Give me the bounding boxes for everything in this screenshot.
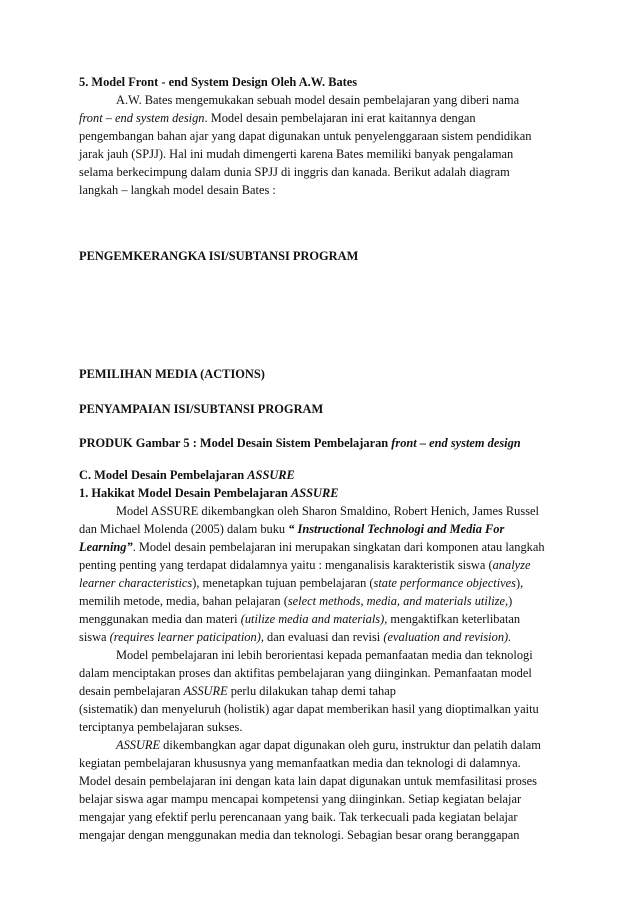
paragraph-line: belajar siswa agar mampu mencapai kompetensi yang diinginkan. Setiap kegiatan belajar bbox=[79, 792, 522, 806]
figure-caption: PRODUK Gambar 5 : Model Desain Sistem Pembelajaran front – end system design bbox=[79, 436, 521, 450]
section-heading: C. Model Desain Pembelajaran ASSURE bbox=[79, 468, 295, 482]
book-title: Learning” bbox=[79, 540, 133, 554]
paragraph-line: desain pembelajaran ASSURE perlu dilakukan tahap demi tahap bbox=[79, 684, 396, 698]
paragraph-line: Model pembelajaran ini lebih berorientasi kepada pemanfaatan media dan teknologi bbox=[116, 648, 533, 662]
paragraph-line: front – end system design. Model desain pembelajaran ini erat kaitannya dengan bbox=[79, 111, 476, 125]
paragraph-line: memilih metode, media, bahan pelajaran (select methods, media, and materials utilize,) bbox=[79, 594, 513, 608]
subsection-heading: 1. Hakikat Model Desain Pembelajaran ASSURE bbox=[79, 486, 339, 500]
paragraph-line: langkah – langkah model desain Bates : bbox=[79, 183, 276, 197]
paragraph-line: Learning”. Model desain pembelajaran ini merupakan singkatan dari komponen atau langkah bbox=[79, 540, 545, 554]
paragraph-line: learner characteristics), menetapkan tujuan pembelajaran (state performance objectives), bbox=[79, 576, 524, 590]
paragraph-line: pengembangan bahan ajar yang dapat digunakan untuk penyelenggaraan sistem pendidikan bbox=[79, 129, 532, 143]
paragraph-line: dalam menciptakan proses dan aktifitas pembelajaran yang diinginkan. Pemanfaatan model bbox=[79, 666, 532, 680]
paragraph-line: selama berkecimpung dalam dunia SPJJ di inggris dan kanada. Berikut adalah diagram bbox=[79, 165, 510, 179]
section-heading: 5. Model Front - end System Design Oleh A.W. Bates bbox=[79, 75, 358, 89]
paragraph-line: siswa (requires learner paticipation), dan evaluasi dan revisi (evaluation and revision). bbox=[79, 630, 512, 644]
paragraph-line: terciptanya pembelajaran sukses. bbox=[79, 720, 243, 734]
paragraph-line: mengajar yang efektif perlu perencanaan yang baik. Tak terkecuali pada kegiatan belajar bbox=[79, 810, 518, 824]
paragraph-line: dan Michael Molenda (2005) dalam buku “ Instructional Technologi and Media For bbox=[79, 522, 505, 536]
italic-term: front – end system design bbox=[79, 111, 205, 125]
paragraph-line: (sistematik) dan menyeluruh (holistik) agar dapat memberikan hasil yang dioptimalkan yaitu bbox=[79, 702, 539, 716]
diagram-step-label: PENGEMKERANGKA ISI/SUBTANSI PROGRAM bbox=[79, 249, 359, 263]
paragraph-line: Model ASSURE dikembangkan oleh Sharon Smaldino, Robert Henich, James Russel bbox=[116, 504, 539, 518]
book-title: “ Instructional Technologi and Media For bbox=[288, 522, 505, 536]
paragraph-line: Model desain pembelajaran ini dengan kata lain dapat digunakan untuk memfasilitasi proses bbox=[79, 774, 537, 788]
paragraph-line: penting penting yang terdapat didalamnya yaitu : menganalisis karakteristik siswa (analyze bbox=[79, 558, 531, 572]
paragraph-line: A.W. Bates mengemukakan sebuah model desain pembelajaran yang diberi nama bbox=[116, 93, 520, 107]
paragraph-line: kegiatan pembelajaran khususnya yang memanfaatkan media dan teknologi di dalamnya. bbox=[79, 756, 521, 770]
diagram-step-label: PEMILIHAN MEDIA (ACTIONS) bbox=[79, 367, 265, 381]
paragraph-line: mengajar dengan menggunakan media dan teknologi. Sebagian besar orang beranggapan bbox=[79, 828, 520, 842]
paragraph-line: jarak jauh (SPJJ). Hal ini mudah dimengerti karena Bates memiliki banyak pengalaman bbox=[79, 147, 514, 161]
paragraph-line: ASSURE dikembangkan agar dapat digunakan oleh guru, instruktur dan pelatih dalam bbox=[116, 738, 541, 752]
paragraph-line: menggunakan media dan materi (utilize media and materials), mengaktifkan keterlibatan bbox=[79, 612, 521, 626]
diagram-step-label: PENYAMPAIAN ISI/SUBTANSI PROGRAM bbox=[79, 402, 324, 416]
